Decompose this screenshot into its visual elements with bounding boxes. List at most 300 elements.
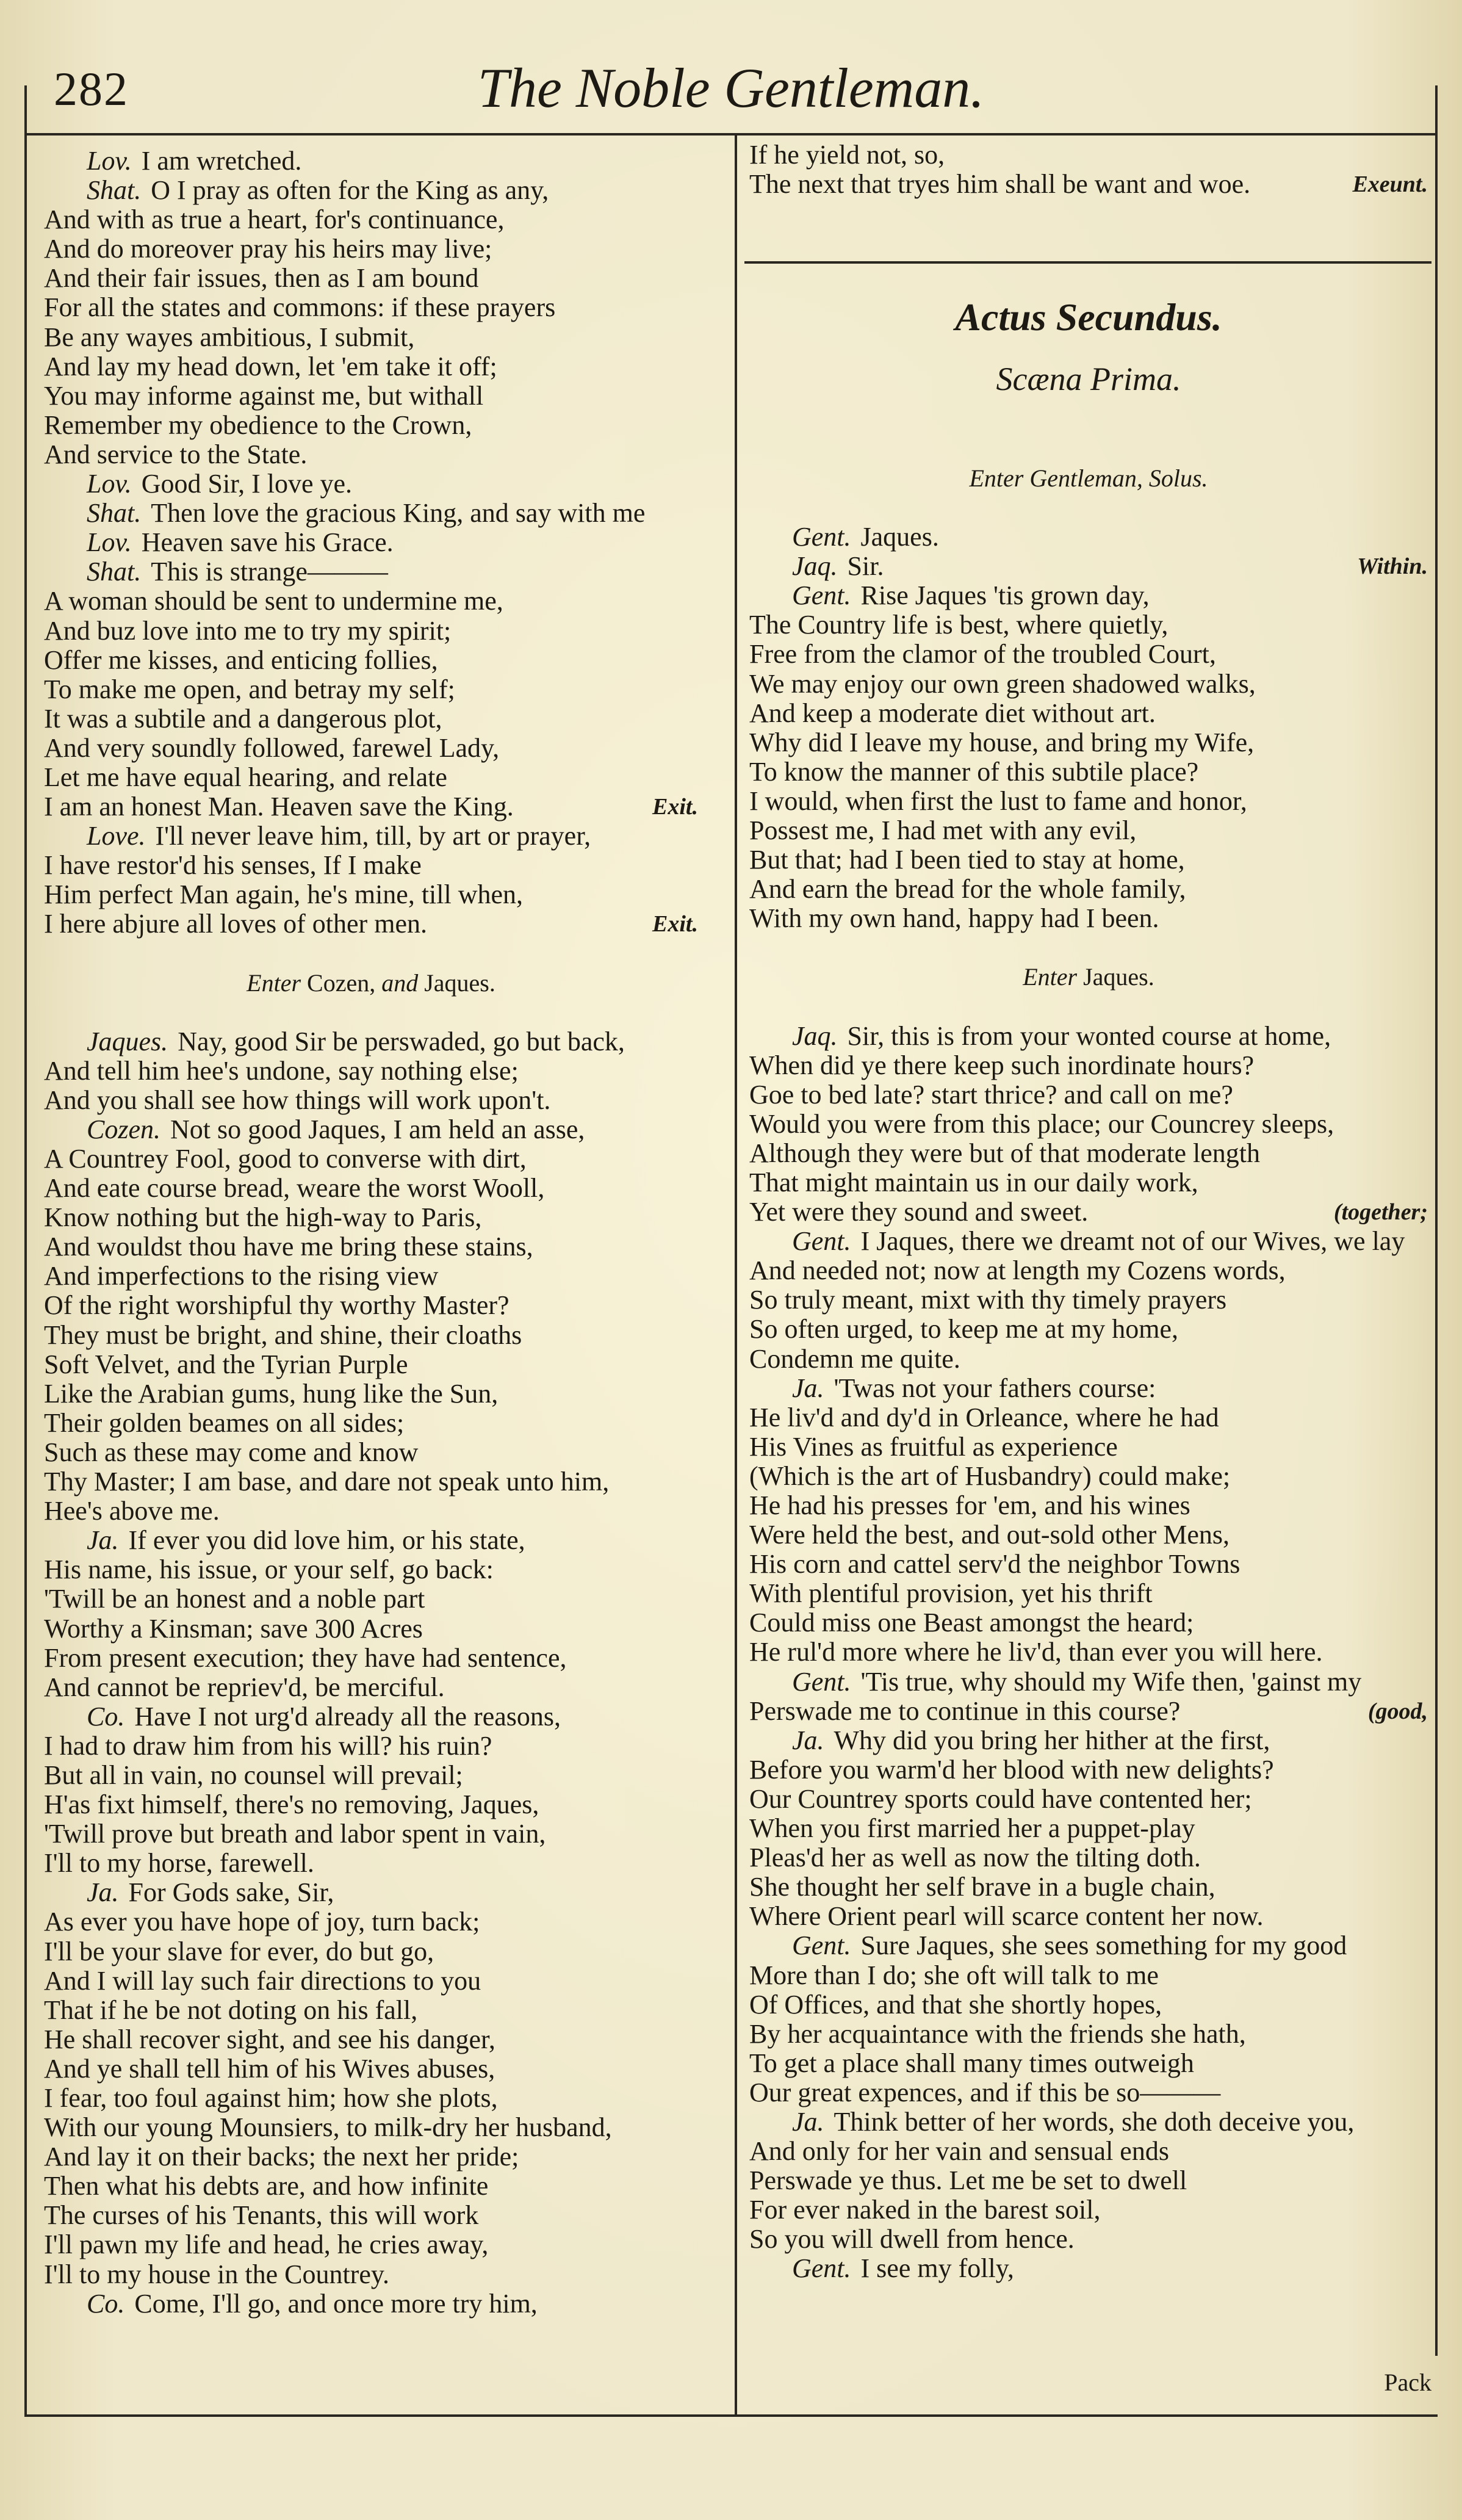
line-text: Free from the clamor of the troubled Court,: [749, 639, 1216, 670]
verse-line: [749, 1608, 1428, 1637]
verse-line: [749, 1285, 1428, 1315]
line-text: Before you warm'd her blood with new delights?: [749, 1754, 1274, 1785]
line-text: If ever you did love him, or his state,: [128, 1525, 525, 1556]
verse-line: [44, 1232, 698, 1262]
verse-line: [44, 587, 698, 616]
verse-line: [44, 2289, 698, 2319]
line-text: And only for her vain and sensual ends: [749, 2136, 1169, 2167]
verse-line: [44, 792, 698, 821]
right-border: [1435, 85, 1438, 2356]
verse-line: [44, 1526, 698, 1555]
footer-rule: [24, 2414, 1438, 2417]
verse-line: [749, 2166, 1428, 2195]
line-text: Him perfect Man again, he's mine, till when,: [44, 879, 524, 910]
speaker-name: Cozen.: [87, 1114, 160, 1144]
stage-direction: (together;: [1333, 1199, 1428, 1226]
verse-line: [44, 499, 698, 528]
line-text: We may enjoy our own green shadowed walks,: [749, 668, 1256, 699]
verse-line: [749, 1022, 1428, 1051]
line-text: Good Sir, I love ye.: [141, 469, 353, 499]
line-text: I Jaques, there we dreamt not of our Wives, we lay: [860, 1226, 1405, 1257]
verse-line: [749, 1168, 1428, 1197]
verse-line: [749, 1462, 1428, 1491]
line-text: And keep a moderate diet without art.: [749, 698, 1156, 728]
line-text: For Gods sake, Sir,: [128, 1877, 334, 1908]
line-text: He liv'd and dy'd in Orleance, where he had: [749, 1402, 1219, 1432]
verse-line: [44, 851, 698, 880]
verse-line: [749, 581, 1428, 610]
line-text: Our great expences, and if this be so———: [749, 2077, 1221, 2107]
line-text: Why did you bring her hither at the first,: [834, 1725, 1270, 1755]
verse-line: [44, 234, 698, 264]
verse-line: [749, 757, 1428, 787]
line-text: By her acquaintance with the friends she hath,: [749, 2018, 1246, 2049]
verse-line: [44, 1144, 698, 1174]
heading-mid: and: [381, 969, 419, 997]
line-text: And tell him hee's undone, say nothing else;: [44, 1055, 519, 1086]
line-text: I have restor'd his senses, If I make: [44, 850, 422, 881]
verse-line: [44, 1702, 698, 1731]
line-text: To know the manner of this subtile place?: [749, 756, 1199, 787]
line-text: Condemn me quite.: [749, 1343, 960, 1374]
line-text: I'll be your slave for ever, do but go,: [44, 1936, 434, 1966]
verse-line: [749, 1785, 1428, 1814]
verse-line: [749, 1990, 1428, 2020]
verse-line: [44, 1614, 698, 1644]
line-text: A woman should be sent to undermine me,: [44, 586, 503, 616]
verse-line: [44, 880, 698, 909]
line-text: And earn the bread for the whole family,: [749, 874, 1186, 904]
line-text: (Which is the art of Husbandry) could make;: [749, 1460, 1231, 1491]
verse-line: [44, 1379, 698, 1409]
heading-name: Jaques.: [1083, 963, 1154, 991]
verse-line: [749, 522, 1428, 552]
line-text: A Countrey Fool, good to converse with dirt,: [44, 1144, 527, 1174]
verse-line: [44, 1174, 698, 1203]
line-text: I'll to my house in the Countrey.: [44, 2259, 390, 2289]
verse-line: [44, 264, 698, 293]
verse-line: [749, 787, 1428, 816]
line-text: And cannot be repriev'd, be merciful.: [44, 1672, 445, 1702]
verse-line: [749, 1520, 1428, 1550]
page-header: [0, 49, 1462, 122]
speaker-name: Gent.: [792, 1666, 851, 1697]
line-text: 'Twill be an honest and a noble part: [44, 1584, 425, 1614]
verse-line: [44, 646, 698, 675]
running-title: The Noble Gentleman.: [477, 57, 985, 119]
verse-line: [749, 1931, 1428, 1960]
line-text: 'Tis true, why should my Wife then, 'gainst my: [860, 1666, 1362, 1697]
verse-line: [44, 440, 698, 469]
line-text: Hee's above me.: [44, 1496, 220, 1526]
speaker-name: Ja.: [87, 1525, 119, 1556]
line-text: Like the Arabian gums, hung like the Sun,: [44, 1378, 499, 1409]
verse-line: [749, 2049, 1428, 2078]
heading-name: Cozen,: [307, 969, 376, 997]
line-text: And very soundly followed, farewel Lady,: [44, 732, 500, 763]
line-text: Pleas'd her as well as now the tilting doth.: [749, 1843, 1201, 1873]
line-text: But all in vain, no counsel will prevail;: [44, 1760, 463, 1790]
line-text: So truly meant, mixt with thy timely prayers: [749, 1285, 1227, 1315]
verse-line: [44, 2172, 698, 2201]
speaker-name: Gent.: [792, 1226, 851, 1257]
line-text: With plentiful provision, yet his thrift: [749, 1578, 1153, 1609]
line-text: They must be bright, and shine, their cloaths: [44, 1320, 522, 1350]
verse-line: [749, 845, 1428, 875]
line-text: Our Countrey sports could have contented her;: [749, 1783, 1252, 1814]
verse-line: [749, 2225, 1428, 2254]
column-divider: [735, 133, 737, 2417]
right-column: [749, 464, 1428, 2284]
verse-line: [44, 1438, 698, 1467]
line-text: Although they were but of that moderate length: [749, 1138, 1260, 1168]
verse-line: [749, 140, 1428, 170]
catchword: Pack: [1384, 2369, 1431, 2396]
heading-name2: Jaques.: [424, 969, 495, 997]
line-text: For ever naked in the barest soil,: [749, 2195, 1101, 2225]
verse-line: [44, 1819, 698, 1849]
speaker-name: Gent.: [792, 522, 851, 552]
verse-line: [44, 1086, 698, 1115]
verse-line: [749, 1637, 1428, 1667]
speaker-name: Gent.: [792, 580, 851, 611]
verse-line: [749, 1345, 1428, 1374]
verse-line: [749, 1697, 1428, 1726]
verse-line: [44, 821, 698, 851]
line-text: And you shall see how things will work upon't.: [44, 1085, 551, 1115]
verse-line: [44, 1907, 698, 1937]
line-text: And lay my head down, let 'em take it off;: [44, 351, 497, 381]
verse-line: [44, 1027, 698, 1056]
verse-line: [749, 2137, 1428, 2166]
verse-line: [749, 610, 1428, 640]
verse-line: [749, 875, 1428, 904]
verse-line: [44, 1644, 698, 1673]
line-text: Could miss one Beast amongst the heard;: [749, 1608, 1194, 1638]
spacer: [44, 939, 698, 969]
left-border: [24, 85, 27, 2417]
line-text: Would you were from this place; our Councrey sleeps,: [749, 1108, 1334, 1139]
line-text: Heaven save his Grace.: [141, 527, 394, 558]
line-text: Soft Velvet, and the Tyrian Purple: [44, 1349, 408, 1379]
line-text: H'as fixt himself, there's no removing, Jaques,: [44, 1789, 539, 1820]
spacer: [749, 933, 1428, 962]
stage-direction-heading: [749, 962, 1428, 992]
verse-line: [44, 1790, 698, 1819]
verse-line: [44, 2113, 698, 2142]
verse-line: [749, 699, 1428, 728]
line-text: This is strange———: [151, 557, 388, 587]
verse-line: [749, 1491, 1428, 1520]
line-text: Worthy a Kinsman; save 300 Acres: [44, 1613, 423, 1644]
verse-line: [44, 616, 698, 646]
act-title: Actus Secundus.: [955, 295, 1222, 339]
line-text: Rise Jaques 'tis grown day,: [860, 580, 1150, 611]
verse-line: [44, 2260, 698, 2289]
line-text: When you first married her a puppet-play: [749, 1813, 1195, 1844]
speaker-name: Jaques.: [87, 1026, 168, 1056]
verse-line: [44, 293, 698, 322]
line-text: That if he be not doting on his fall,: [44, 1995, 418, 2025]
verse-line: [749, 170, 1428, 199]
act-rule: [744, 261, 1431, 264]
line-text: Come, I'll go, and once more try him,: [134, 2288, 538, 2319]
line-text: Let me have equal hearing, and relate: [44, 762, 447, 792]
verse-line: [749, 1256, 1428, 1285]
line-text: I'll to my horse, farewell.: [44, 1848, 314, 1879]
line-text: So often urged, to keep me at my home,: [749, 1314, 1179, 1345]
line-text: And buz love into me to try my spirit;: [44, 615, 452, 646]
line-text: Not so good Jaques, I am held an asse,: [170, 1114, 585, 1144]
verse-line: [749, 670, 1428, 699]
line-text: But that; had I been tied to stay at home,: [749, 845, 1185, 875]
line-text: I here abjure all loves of other men.: [44, 909, 427, 939]
line-text: The next that tryes him shall be want and woe.: [749, 169, 1251, 200]
verse-line: [44, 1849, 698, 1878]
verse-line: [44, 2054, 698, 2084]
speaker-name: Ja.: [792, 1373, 824, 1403]
verse-line: [44, 1966, 698, 1996]
verse-line: [44, 1937, 698, 1966]
verse-line: [44, 1996, 698, 2025]
line-text: And service to the State.: [44, 439, 308, 469]
line-text: Then love the gracious King, and say with me: [151, 498, 646, 529]
verse-line: [44, 1350, 698, 1379]
line-text: The Country life is best, where quietly,: [749, 610, 1169, 640]
speaker-name: Ja.: [792, 2106, 824, 2137]
line-text: Their golden beames on all sides;: [44, 1407, 405, 1438]
verse-line: [44, 146, 698, 176]
line-text: 'Twill prove but breath and labor spent in vain,: [44, 1819, 546, 1849]
verse-line: [749, 904, 1428, 933]
verse-line: [44, 1056, 698, 1086]
stage-direction-heading: [749, 464, 1428, 493]
left-column: [44, 146, 698, 2319]
line-text: I am an honest Man. Heaven save the King.: [44, 792, 514, 822]
line-text: And lay it on their backs; the next her pride;: [44, 2142, 519, 2172]
page-number: 282: [54, 62, 129, 115]
verse-line: [749, 1872, 1428, 1902]
verse-line: [749, 1550, 1428, 1579]
line-text: Offer me kisses, and enticing follies,: [44, 644, 438, 675]
line-text: That might maintain us in our daily work,: [749, 1167, 1198, 1197]
verse-line: [44, 2230, 698, 2259]
stage-direction: Within.: [1357, 554, 1428, 580]
verse-line: [749, 1814, 1428, 1843]
verse-line: [749, 1579, 1428, 1608]
line-text: Such as these may come and know: [44, 1437, 419, 1467]
speaker-name: Jaq.: [792, 1020, 838, 1051]
line-text: With my own hand, happy had I been.: [749, 903, 1159, 934]
verse-line: [44, 704, 698, 734]
line-text: Possest me, I had met with any evil,: [749, 815, 1137, 846]
line-text: Nay, good Sir be perswaded, go but back,: [178, 1026, 625, 1056]
line-text: When did ye there keep such inordinate hours?: [749, 1050, 1255, 1080]
verse-line: [749, 1139, 1428, 1168]
header-rule: [24, 133, 1438, 135]
stage-direction-heading: [44, 969, 698, 998]
verse-line: [44, 1262, 698, 1291]
verse-line: [44, 1115, 698, 1144]
verse-line: [749, 2254, 1428, 2283]
verse-line: [749, 1755, 1428, 1785]
verse-line: [749, 1403, 1428, 1432]
verse-line: [44, 734, 698, 763]
speaker-name: Love.: [87, 821, 146, 851]
speaker-name: Gent.: [792, 2253, 851, 2284]
line-text: Why did I leave my house, and bring my Wife,: [749, 727, 1255, 757]
line-text: And I will lay such fair directions to you: [44, 1965, 481, 1996]
spacer: [749, 992, 1428, 1022]
speaker-name: Ja.: [87, 1877, 119, 1908]
verse-line: [44, 1673, 698, 1702]
line-text: Perswade ye thus. Let me be set to dwell: [749, 2165, 1187, 2196]
verse-line: [749, 1667, 1428, 1697]
verse-line: [749, 1227, 1428, 1256]
verse-line: [44, 1203, 698, 1232]
verse-line: [44, 2084, 698, 2113]
speaker-name: Gent.: [792, 1930, 851, 1961]
line-text: So you will dwell from hence.: [749, 2224, 1075, 2255]
line-text: Of the right worshipful thy worthy Master?: [44, 1290, 510, 1321]
speaker-name: Jaq.: [792, 551, 838, 582]
line-text: His Vines as fruitful as experience: [749, 1431, 1118, 1462]
line-text: I'll never leave him, till, by art or prayer,: [155, 821, 591, 851]
line-text: Sir.: [847, 551, 884, 582]
speaker-name: Ja.: [792, 1725, 824, 1755]
speaker-name: Shat.: [87, 498, 142, 529]
verse-line: [44, 381, 698, 411]
line-text: I'll pawn my life and head, he cries away,: [44, 2229, 489, 2260]
speaker-name: Co.: [87, 1701, 125, 1731]
verse-line: [44, 1584, 698, 1614]
line-text: To make me open, and betray my self;: [44, 674, 455, 704]
speaker-name: Shat.: [87, 175, 142, 206]
line-text: As ever you have hope of joy, turn back;: [44, 1907, 480, 1937]
verse-line: [749, 1080, 1428, 1110]
line-text: It was a subtile and a dangerous plot,: [44, 703, 442, 734]
speaker-name: Lov.: [87, 146, 132, 176]
spacer: [749, 493, 1428, 522]
verse-line: [44, 411, 698, 440]
right-column-top: [749, 140, 1428, 199]
line-text: I see my folly,: [860, 2253, 1014, 2284]
verse-line: [749, 1051, 1428, 1080]
line-text: He shall recover sight, and see his danger,: [44, 2024, 495, 2054]
verse-line: [44, 352, 698, 381]
line-text: I fear, too foul against him; how she plots,: [44, 2083, 498, 2113]
line-text: I would, when first the lust to fame and honor,: [749, 785, 1247, 816]
verse-line: [749, 1110, 1428, 1139]
stage-direction: Exit.: [652, 794, 698, 820]
line-text: Be any wayes ambitious, I submit,: [44, 322, 415, 352]
line-text: To get a place shall many times outweigh: [749, 2048, 1194, 2078]
verse-line: [44, 205, 698, 234]
scene-title: Scæna Prima.: [996, 361, 1181, 397]
stage-direction: Exeunt.: [1352, 171, 1428, 198]
line-text: For all the states and commons: if these prayers: [44, 292, 556, 323]
line-text: Where Orient pearl will scarce content her now.: [749, 1901, 1264, 1932]
verse-line: [749, 1961, 1428, 1990]
line-text: I had to draw him from his will? his ruin?: [44, 1730, 492, 1761]
heading-pre: Enter Gentleman, Solus.: [969, 464, 1208, 492]
verse-line: [749, 2107, 1428, 2137]
speaker-name: Co.: [87, 2288, 125, 2319]
verse-line: [749, 2195, 1428, 2225]
verse-line: [749, 816, 1428, 845]
verse-line: [749, 1374, 1428, 1403]
line-text: Thy Master; I am base, and dare not speak unto him,: [44, 1467, 610, 1497]
line-text: Yet were they sound and sweet.: [749, 1197, 1089, 1227]
verse-line: [749, 1726, 1428, 1755]
verse-line: [44, 176, 698, 205]
act-block: [749, 269, 1428, 400]
line-text: And do moreover pray his heirs may live;: [44, 234, 492, 264]
line-text: I am wretched.: [141, 146, 302, 176]
line-text: More than I do; she oft will talk to me: [749, 1960, 1159, 1990]
verse-line: [44, 2142, 698, 2172]
line-text: And eate course bread, weare the worst Wooll,: [44, 1173, 545, 1204]
heading-pre: Enter: [247, 969, 301, 997]
line-text: And ye shall tell him of his Wives abuses,: [44, 2053, 495, 2084]
verse-line: [44, 528, 698, 557]
verse-line: [749, 1843, 1428, 1872]
speaker-name: Lov.: [87, 469, 132, 499]
line-text: His name, his issue, or your self, go back:: [44, 1554, 494, 1585]
verse-line: [749, 728, 1428, 757]
line-text: Sure Jaques, she sees something for my good: [860, 1930, 1347, 1961]
verse-line: [44, 2201, 698, 2230]
line-text: Sir, this is from your wonted course at home,: [847, 1020, 1331, 1051]
verse-line: [749, 2020, 1428, 2049]
line-text: The curses of his Tenants, this will work: [44, 2200, 479, 2231]
verse-line: [44, 1555, 698, 1584]
verse-line: [44, 1321, 698, 1350]
line-text: He had his presses for 'em, and his wines: [749, 1490, 1190, 1520]
line-text: Of Offices, and that she shortly hopes,: [749, 1989, 1162, 2020]
verse-line: [44, 469, 698, 499]
stage-direction: (good,: [1367, 1698, 1428, 1724]
verse-line: [749, 640, 1428, 669]
verse-line: [44, 1467, 698, 1496]
line-text: Were held the best, and out-sold other Mens,: [749, 1520, 1230, 1550]
verse-line: [44, 557, 698, 587]
verse-line: [44, 1878, 698, 1907]
verse-line: [749, 552, 1428, 581]
verse-line: [44, 2025, 698, 2054]
line-text: And wouldst thou have me bring these stains,: [44, 1232, 533, 1262]
line-text: Remember my obedience to the Crown,: [44, 410, 472, 440]
verse-line: [749, 1432, 1428, 1462]
line-text: And with as true a heart, for's continuance,: [44, 204, 505, 235]
verse-line: [749, 1197, 1428, 1227]
line-text: With our young Mounsiers, to milk-dry her husband,: [44, 2112, 612, 2143]
line-text: And imperfections to the rising view: [44, 1261, 439, 1291]
line-text: Jaques.: [860, 522, 939, 552]
verse-line: [44, 675, 698, 704]
speaker-name: Lov.: [87, 527, 132, 558]
verse-line: [44, 1291, 698, 1320]
line-text: Have I not urg'd already all the reasons,: [134, 1701, 561, 1731]
verse-line: [44, 323, 698, 352]
verse-line: [44, 1761, 698, 1790]
line-text: And needed not; now at length my Cozens words,: [749, 1255, 1286, 1286]
line-text: 'Twas not your fathers course:: [834, 1373, 1156, 1403]
verse-line: [749, 1315, 1428, 1344]
verse-line: [44, 763, 698, 792]
line-text: From present execution; they have had sentence,: [44, 1642, 567, 1673]
heading-pre: Enter: [1023, 963, 1078, 991]
